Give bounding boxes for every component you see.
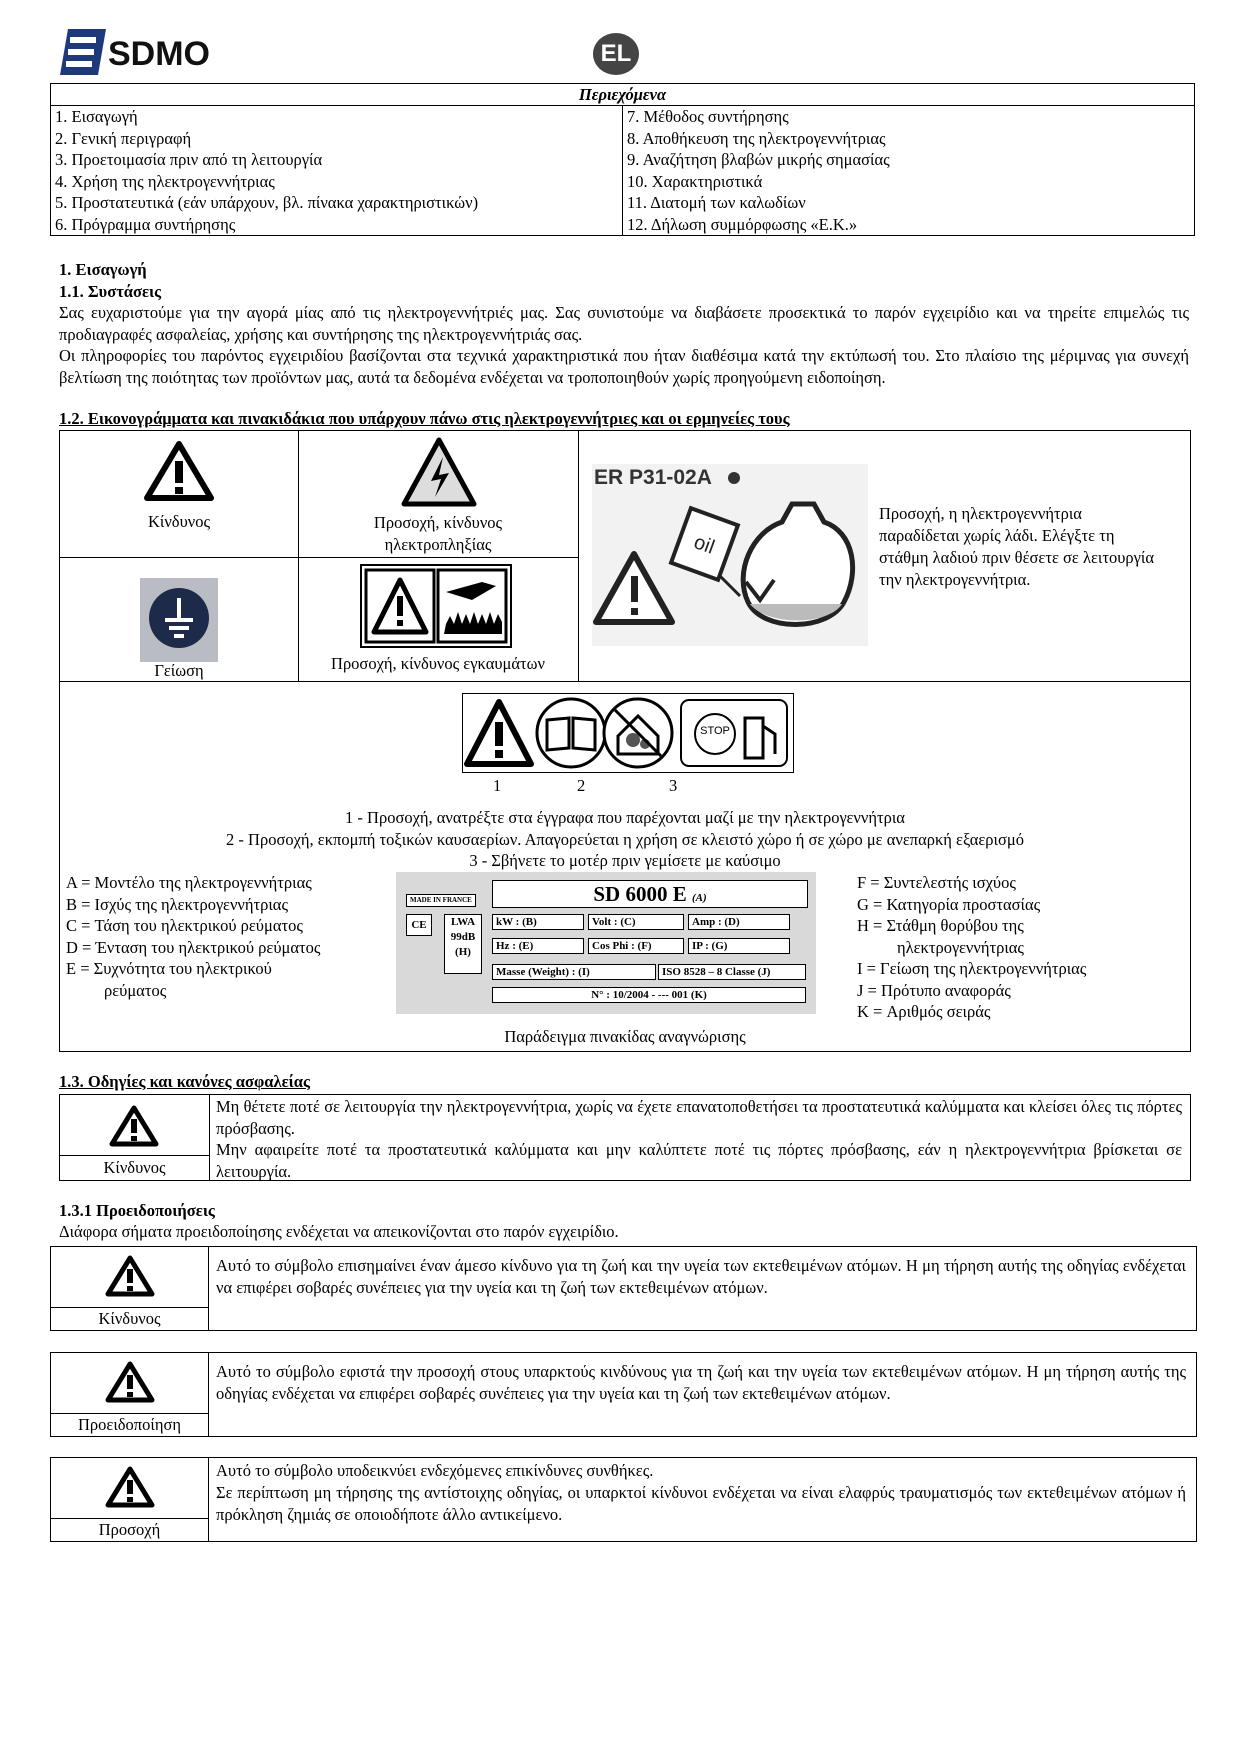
warnings-intro: Διάφορα σήματα προειδοποίησης ενδέχεται να απεικονίζονται στο παρόν εγχειρίδιο.: [59, 1222, 619, 1241]
paragraph: Σας ευχαριστούμε για την αγορά μίας από τις ηλεκτρογεννήτριές μας. Σας συνιστούμε να διαβάσετε προσεκτικά το παρόν εγχειρίδιο και να τηρείτε επιμελώς τις προδιαγραφές ασφαλείας, χρήσης και συντήρησης της ηλεκτρογεννήτριάς σας.: [59, 303, 1189, 344]
warning-text: Αυτό το σύμβολο επισημαίνει έναν άμεσο κίνδυνο για τη ζωή και την υγεία των εκτεθειμένων ατόμων. Η μη τήρηση αυτής της οδηγίας ενδέχεται να επιφέρει σοβαρές συνέπειες για την υγεία και τη ζωή των εκτεθειμένων ατόμων.: [216, 1256, 1186, 1297]
plate-mass: Masse (Weight) : (I): [492, 964, 656, 980]
toc-item[interactable]: 12. Δήλωση συμμόρφωσης «Ε.Κ.»: [627, 214, 858, 234]
legend-item: K = Αριθμός σειράς: [857, 1002, 991, 1021]
plate-kw: kW : (B): [492, 914, 584, 930]
burn-pictogram: [298, 558, 578, 681]
plate-lwa: LWA: [450, 916, 476, 928]
plate-caption: Παράδειγμα πινακίδας αναγνώρισης: [504, 1027, 746, 1046]
safety-sticker: [462, 693, 794, 773]
oil-warning-text: Προσοχή, η ηλεκτρογεννήτρια παραδίδεται χωρίς λάδι. Ελέγξτε τη στάθμη λαδιού πριν θέσετε σε λειτουργία την ηλεκτρογεννήτρια.: [879, 504, 1154, 589]
rating-plate: [396, 872, 816, 1014]
toc-item[interactable]: 4. Χρήση της ηλεκτρογεννήτριας: [55, 171, 275, 191]
caution-warning-box: [50, 1352, 1197, 1437]
plate-legend-left: [66, 872, 366, 1001]
pictogram-label: Γείωση: [154, 661, 204, 680]
svg-text:oil: oil: [690, 531, 718, 559]
logo-text: SDMO: [108, 35, 210, 73]
warning-triangle-icon: [105, 1255, 155, 1297]
plate-amp: Amp : (D): [688, 914, 790, 930]
pictogram-note: 2 - Προσοχή, εκπομπή τοξικών καυσαερίων. Απαγορεύεται η χρήση σε κλειστό χώρο ή σε χώρο με ανεπαρκή εξαερισμό: [226, 829, 1024, 849]
toc-item[interactable]: 9. Αναζήτηση βλαβών μικρής σημασίας: [627, 150, 890, 169]
plate-ip: IP : (G): [688, 938, 790, 954]
subsection-heading: 1.3. Οδηγίες και κανόνες ασφαλείας: [59, 1072, 310, 1091]
toc-item[interactable]: 5. Προστατευτικά (εάν υπάρχουν, βλ. πίνακα χαρακτηριστικών): [55, 193, 479, 212]
pictogram-note: 3 - Σβήνετε το μοτέρ πριν γεμίσετε με καύσιμο: [469, 851, 781, 870]
warning-triangle-icon: [105, 1361, 155, 1403]
subsection-heading: 1.2. Εικονογράμματα και πινακιδάκια που υπάρχουν πάνω στις ηλεκτρογεννήτριες και οι ερμηνείες τους: [59, 409, 790, 428]
hot-surface-icon: [360, 564, 512, 648]
toc-item[interactable]: 7. Μέθοδος συντήρησης: [627, 107, 789, 126]
pictogram-table: [59, 430, 1191, 1052]
warning-label: Κίνδυνος: [60, 1155, 209, 1180]
electric-shock-pictogram: [298, 431, 578, 557]
table-of-contents: [50, 83, 1195, 236]
plate-model: [492, 880, 808, 908]
legend-item: F = Συντελεστής ισχύος: [857, 873, 1016, 892]
warning-label: Προσοχή: [51, 1518, 208, 1541]
warning-text: Αυτό το σύμβολο εφιστά την προσοχή στους υπαρκτούς κινδύνους για τη ζωή και την υγεία των εκτεθειμένων ατόμων. Η μη τήρηση αυτής της οδηγίας ενδέχεται να επιφέρει σοβαρές συνέπειες για την υγεία και τη ζωή των εκτεθειμένων ατόμων.: [216, 1362, 1186, 1403]
safety-rule: Μην αφαιρείτε ποτέ τα προστατευτικά καλύμματα και μην καλύπτετε ποτέ τις πόρτες πρόσβασης, εάν η ηλεκτρογεννήτρια βρίσκεται σε λειτουργία.: [216, 1140, 1182, 1181]
toc-title: Περιεχόμενα: [51, 84, 1195, 106]
section-introduction: [59, 259, 1189, 388]
legend-item: E = Συχνότητα του ηλεκτρικού: [66, 959, 272, 978]
pictogram-number: 3: [669, 776, 678, 795]
warning-text-line: Αυτό το σύμβολο υποδεικνύει ενδεχόμενες επικίνδυνες συνθήκες.: [216, 1461, 654, 1480]
safety-rules-text: [216, 1096, 1182, 1182]
danger-pictogram: [60, 431, 298, 557]
sdmo-logo: [58, 27, 228, 77]
oil-can-engine-icon: [592, 492, 868, 646]
earth-icon: [140, 578, 218, 662]
stop-label: STOP: [700, 725, 730, 737]
legend-item: I = Γείωση της ηλεκτρογεννήτριας: [857, 959, 1087, 978]
section-heading: 1. Εισαγωγή: [59, 260, 147, 279]
toc-item[interactable]: 10. Χαρακτηριστικά: [627, 171, 763, 191]
toc-item[interactable]: 2. Γενική περιγραφή: [55, 128, 192, 148]
language-badge-text: EL: [600, 40, 632, 67]
toc-item[interactable]: 3. Προετοιμασία πριν από τη λειτουργία: [55, 150, 323, 169]
legend-item: G = Κατηγορία προστασίας: [857, 894, 1041, 914]
warning-text: [216, 1460, 1186, 1526]
safety-rules-box: [59, 1094, 1191, 1181]
plate-cosphi: Cos Phi : (F): [588, 938, 684, 954]
plate-db: 99dB: [450, 931, 476, 943]
toc-item[interactable]: 6. Πρόγραμμα συντήρησης: [55, 214, 236, 234]
legend-item: A = Μοντέλο της ηλεκτρογεννήτριας: [66, 873, 312, 892]
pictogram-notes: [60, 807, 1190, 872]
pictogram-number: 2: [577, 776, 586, 795]
plate-volt: Volt : (C): [588, 914, 684, 930]
toc-item[interactable]: 1. Εισαγωγή: [55, 107, 138, 126]
plate-model-ref: (A): [691, 892, 707, 904]
paragraph: Οι πληροφορίες του παρόντος εγχειριδίου βασίζονται στα τεχνικά χαρακτηριστικά που ήταν διαθέσιμα κατά την εκτύπωσή του. Στο πλαίσιο της μέριμνας για συνεχή βελτίωση της ποιότητας των προϊόντων μας, αυτά τα δεδομένα ενδέχεται να τροποποιηθούν χωρίς προηγούμενη ειδοποίηση.: [59, 346, 1189, 387]
warning-triangle-icon: [144, 441, 214, 501]
dot-icon: [728, 472, 740, 484]
high-voltage-icon: [401, 437, 477, 507]
toc-item[interactable]: 8. Αποθήκευση της ηλεκτρογεννήτριας: [627, 128, 886, 148]
pictogram-label: Κίνδυνος: [147, 512, 210, 531]
subsection-heading: 1.1. Συστάσεις: [59, 281, 162, 301]
warning-triangle-icon: [105, 1466, 155, 1508]
plate-legend-right: [857, 872, 1187, 1023]
safety-rule: Μη θέτετε ποτέ σε λειτουργία την ηλεκτρογεννήτρια, χωρίς να έχετε επανατοποθετήσει τα προστατευτικά καλύμματα και κλείσει όλες τις πόρτες πρόσβασης.: [216, 1097, 1182, 1138]
plate-serial: N° : 10/2004 - --- 001 (K): [492, 987, 806, 1003]
legend-item: H = Στάθμη θορύβου της: [857, 916, 1024, 935]
warning-triangle-icon: [109, 1105, 159, 1147]
earth-pictogram: [60, 558, 298, 681]
danger-warning-box: [50, 1246, 1197, 1331]
warning-label: Προειδοποίηση: [51, 1413, 208, 1436]
plate-ce: CE: [406, 914, 432, 936]
pictogram-number: 1: [493, 776, 502, 795]
attention-warning-box: [50, 1457, 1197, 1542]
legend-item: ρεύματος: [104, 980, 167, 1000]
plate-made-in: MADE IN FRANCE: [406, 894, 476, 907]
oil-label-code: ER P31-02A: [594, 466, 712, 489]
plate-noise: [444, 914, 482, 974]
legend-item: D = Ένταση του ηλεκτρικού ρεύματος: [66, 937, 321, 957]
subsection-heading: 1.3.1 Προειδοποιήσεις: [59, 1201, 215, 1220]
plate-hz: Hz : (E): [492, 938, 584, 954]
legend-item: ηλεκτρογεννήτριας: [897, 937, 1024, 957]
toc-item[interactable]: 11. Διατομή των καλωδίων: [627, 193, 806, 212]
pictogram-label: Προσοχή, κίνδυνος εγκαυμάτων: [331, 654, 545, 673]
no-oil-pictogram: [579, 431, 1190, 681]
legend-item: B = Ισχύς της ηλεκτρογεννήτριας: [66, 894, 288, 914]
pictogram-note: 1 - Προσοχή, ανατρέξτε στα έγγραφα που παρέχονται μαζί με την ηλεκτρογεννήτρια: [345, 808, 905, 827]
legend-item: C = Τάση του ηλεκτρικού ρεύματος: [66, 916, 303, 935]
plate-h: (H): [455, 946, 471, 958]
warning-text-line: Σε περίπτωση μη τήρησης της αντίστοιχης οδηγίας, οι υπαρκτοί κίνδυνοι ενδέχεται να είναι ελαφρύς τραυματισμός των εκτεθειμένων ατόμων ή πρόκληση ζημιάς σε οποιοδήποτε άλλο αντικείμενο.: [216, 1483, 1186, 1524]
plate-iso: ISO 8528 – 8 Classe (J): [658, 964, 806, 980]
plate-model-name: SD 6000 E: [593, 882, 687, 906]
legend-item: J = Πρότυπο αναφοράς: [857, 980, 1011, 1000]
language-badge: [593, 33, 639, 75]
pictogram-label: Προσοχή, κίνδυνος ηλεκτροπληξίας: [373, 513, 503, 554]
warning-label: Κίνδυνος: [51, 1307, 208, 1330]
